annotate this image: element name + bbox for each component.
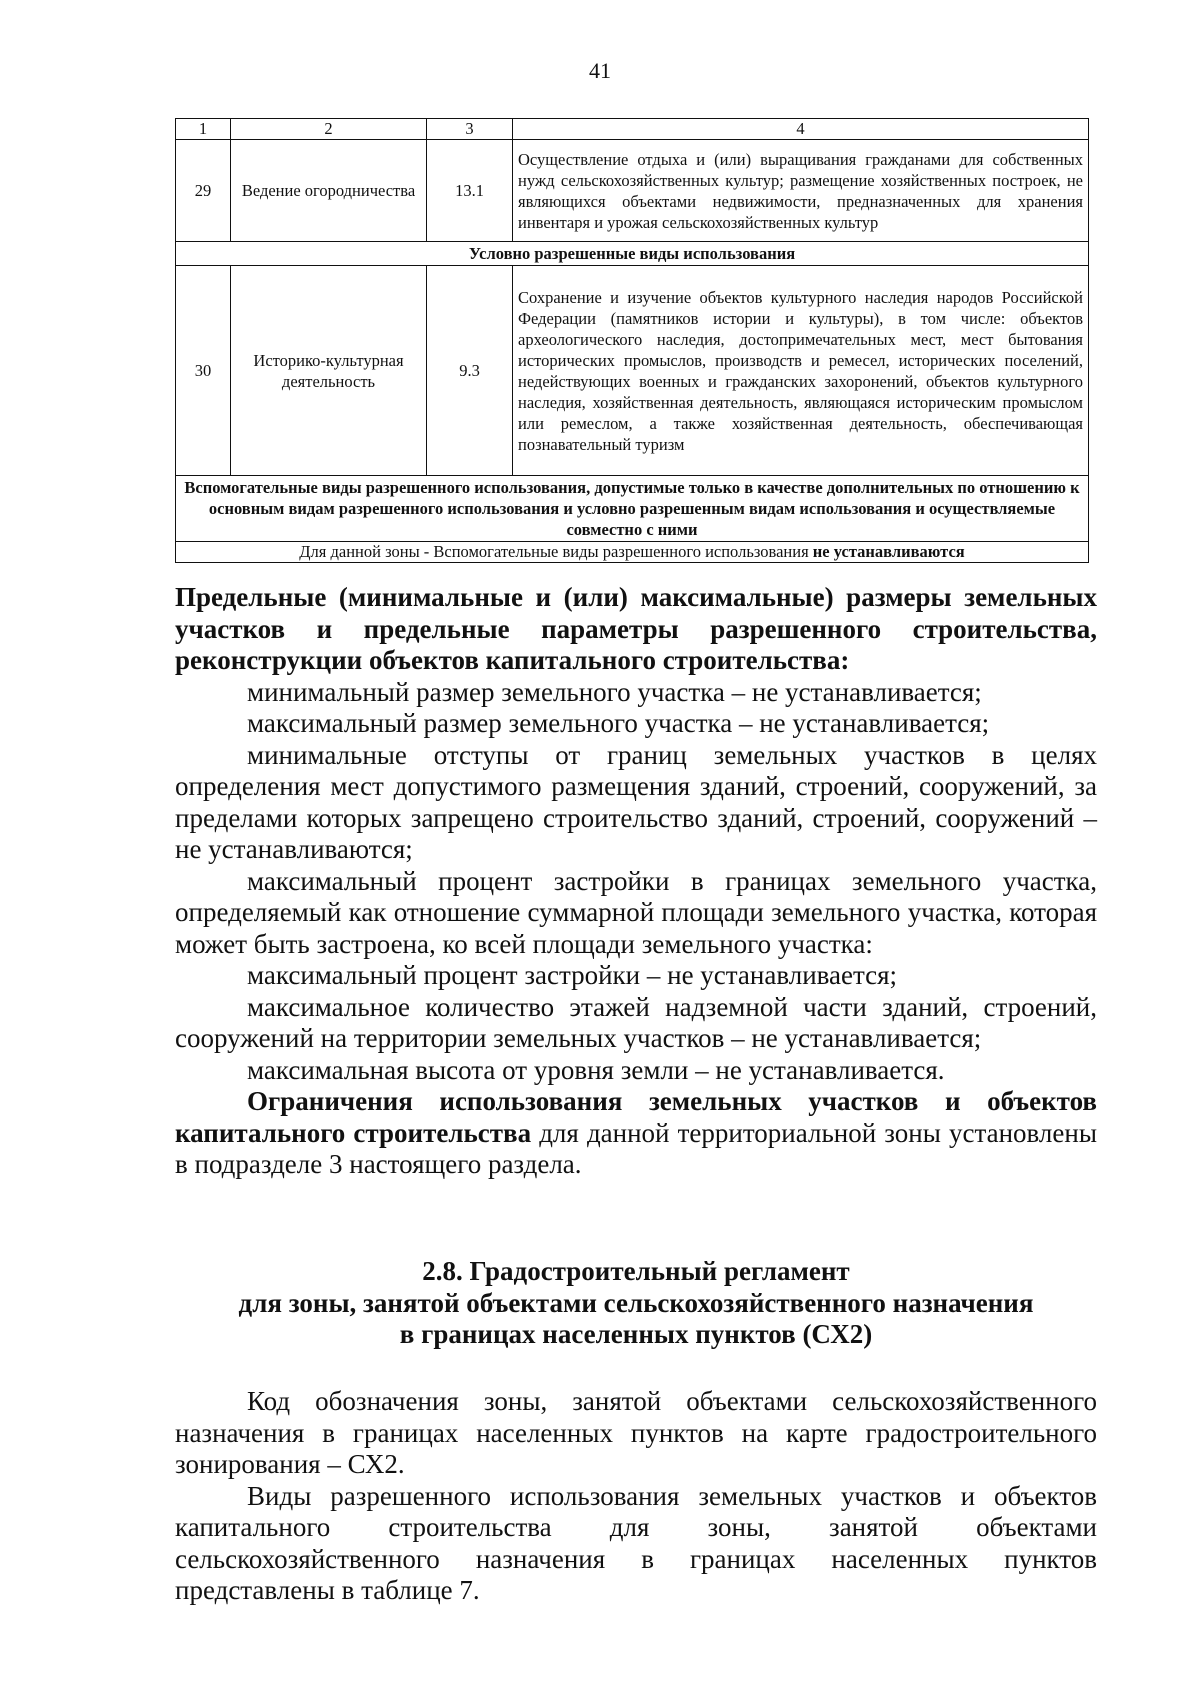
limits-height: максимальная высота от уровня земли – не устанавливается.	[247, 1054, 945, 1085]
note-emphasis: не устанавливаются	[812, 542, 965, 561]
section-row-conditional	[176, 242, 1089, 266]
section-row-auxiliary	[176, 476, 1089, 542]
use-code: 9.3	[427, 266, 513, 476]
limits-section	[175, 582, 1097, 1181]
note-cell	[176, 542, 1089, 563]
zone-section	[175, 1386, 1097, 1607]
limits-floors: максимальное количество этажей надземной части зданий, строений, сооружений на территории земельных участков – не устанавливается;	[175, 991, 1097, 1053]
section-label: Условно разрешенные виды использования	[176, 242, 1089, 266]
section-title	[175, 1256, 1097, 1351]
row-number: 30	[176, 266, 231, 476]
zone-uses-paragraph: Виды разрешенного использования земельных участков и объектов капитального строительства для зоны, занятой объектами сельскохозяйственного назначения в границах населенных пунктов представлены в таблице 7.	[175, 1480, 1097, 1605]
header-cell-2: 2	[231, 119, 427, 140]
table-row	[176, 140, 1089, 242]
header-cell-1: 1	[176, 119, 231, 140]
page-number: 41	[589, 58, 611, 83]
table-row	[176, 266, 1089, 476]
use-description: Сохранение и изучение объектов культурного наследия народов Российской Федерации (памятников истории и культуры), в том числе: объектов археологического наследия, достопримечательных мест, мест бытования исторических промыслов, производств и ремесел, исторических поселений, недействующих военных и гражданских захоронений, объектов культурного наследия, хозяйственная деятельность, являющаяся историческим промыслом или ремеслом, а также хозяйственная деятельность, обеспечивающая познавательный туризм	[513, 266, 1089, 476]
section-label: Вспомогательные виды разрешенного использования, допустимые только в качестве дополнительных по отношению к основным видам разрешенного использования и условно разрешенным видам использования и осуществляемые совместно с ними	[176, 476, 1089, 542]
table-header-row	[176, 119, 1089, 140]
permitted-use-table	[175, 118, 1089, 563]
restrictions-paragraph	[175, 1086, 1097, 1181]
row-number: 29	[176, 140, 231, 242]
limits-min-size: минимальный размер земельного участка – не устанавливается;	[247, 676, 982, 707]
limits-setbacks: минимальные отступы от границ земельных участков в целях определения мест допустимого размещения зданий, строений, сооружений, за пределами которых запрещено строительство зданий, строений, сооружений – не устанавливаются;	[175, 739, 1097, 864]
limits-heading: Предельные (минимальные и (или) максимальные) размеры земельных участков и предельные параметры разрешенного строительства, реконструкции объектов капитального строительства:	[175, 582, 1097, 675]
note-text: Для данной зоны - Вспомогательные виды разрешенного использования	[299, 542, 809, 561]
section-title-line-2: для зоны, занятой объектами сельскохозяйственного назначения	[238, 1287, 1034, 1318]
use-name: Ведение огородничества	[231, 140, 427, 242]
header-cell-3: 3	[427, 119, 513, 140]
limits-coverage: максимальный процент застройки – не устанавливается;	[247, 960, 898, 990]
restrictions-emphasis: Ограничения использования земельных участков и объектов капитального строительства	[175, 1086, 1097, 1148]
use-description: Осуществление отдыха и (или) выращивания гражданами для собственных нужд сельскохозяйственных культур; размещение хозяйственных построек, не являющихся объектами недвижимости, предназначенных для хранения инвентаря и урожая сельскохозяйственных культур	[513, 140, 1089, 242]
use-name: Историко-культурная деятельность	[231, 266, 427, 476]
limits-max-size: максимальный размер земельного участка – не устанавливается;	[247, 708, 990, 738]
zone-code-paragraph: Код обозначения зоны, занятой объектами сельскохозяйственного назначения в границах населенных пунктов на карте градостроительного зонирования – СХ2.	[175, 1386, 1097, 1479]
limits-coverage-definition: максимальный процент застройки в границах земельного участка, определяемый как отношение суммарной площади земельного участка, которая может быть застроена, ко всей площади земельного участка:	[175, 865, 1097, 959]
restrictions-text: для данной территориальной зоны установлены в подразделе 3 настоящего раздела.	[175, 1117, 1097, 1179]
note-row	[176, 542, 1089, 563]
section-title-line-1: 2.8. Градостроительный регламент	[422, 1256, 850, 1286]
use-code: 13.1	[427, 140, 513, 242]
section-title-line-3: в границах населенных пунктов (СХ2)	[399, 1319, 873, 1349]
header-cell-4: 4	[513, 119, 1089, 140]
